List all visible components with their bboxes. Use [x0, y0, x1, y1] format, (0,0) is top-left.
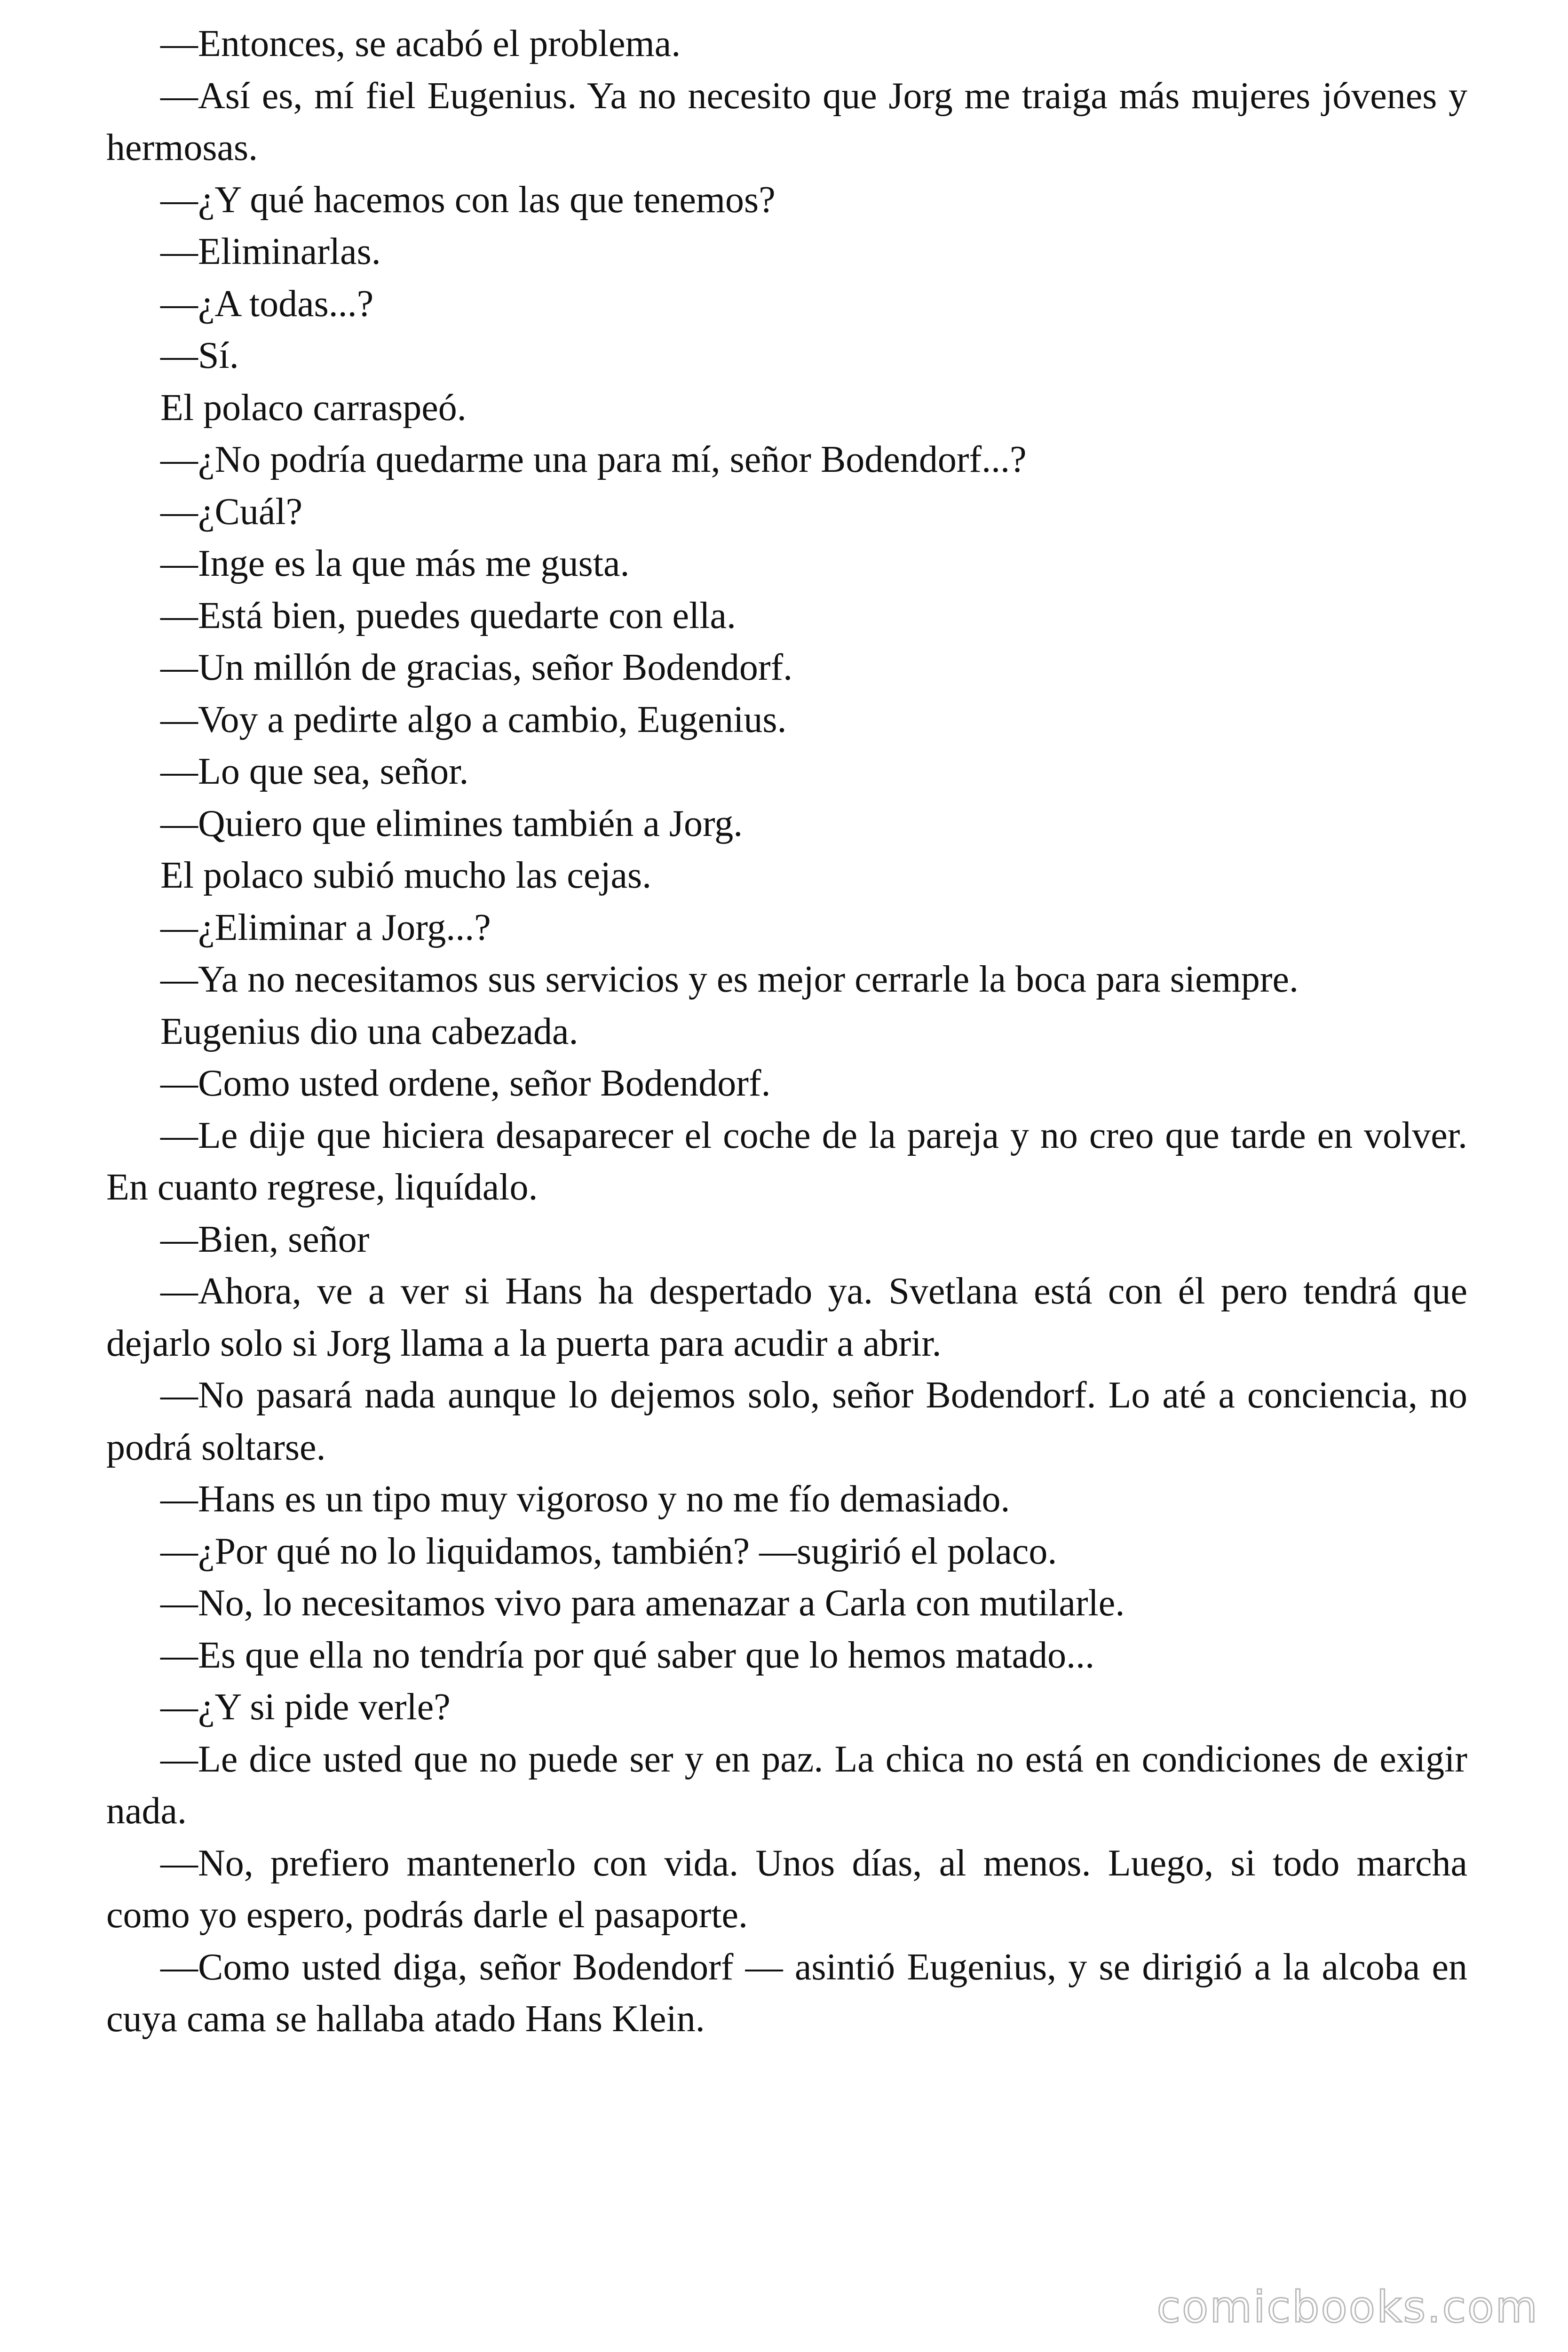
paragraph: —Como usted diga, señor Bodendorf — asintió Eugenius, y se dirigió a la alcoba en cuya cama se hallaba atado Hans Klein. — [106, 1946, 1467, 2040]
paragraph: —Voy a pedirte algo a cambio, Eugenius. — [160, 699, 787, 740]
paragraph: El polaco subió mucho las cejas. — [160, 855, 652, 896]
watermark: comicbooks.com — [1156, 2282, 1539, 2332]
paragraph: —Así es, mí fiel Eugenius. Ya no necesito que Jorg me traiga más mujeres jóvenes y hermosas. — [106, 75, 1467, 168]
paragraph: —¿Por qué no lo liquidamos, también? —sugirió el polaco. — [160, 1530, 1057, 1572]
paragraph: —Le dije que hiciera desaparecer el coche de la pareja y no creo que tarde en volver. En cuanto regrese, liquídalo. — [106, 1114, 1467, 1208]
paragraph: —No, lo necesitamos vivo para amenazar a Carla con mutilarle. — [160, 1582, 1125, 1624]
paragraph: El polaco carraspeó. — [160, 387, 467, 429]
paragraph: —Hans es un tipo muy vigoroso y no me fío demasiado. — [160, 1478, 1010, 1520]
paragraph: —Quiero que elimines también a Jorg. — [160, 803, 743, 844]
paragraph: —Ya no necesitamos sus servicios y es mejor cerrarle la boca para siempre. — [160, 959, 1299, 1000]
paragraph: —¿Cuál? — [160, 491, 303, 532]
paragraph: —Es que ella no tendría por qué saber que lo hemos matado... — [160, 1634, 1095, 1676]
paragraph: —¿Y qué hacemos con las que tenemos? — [160, 179, 776, 221]
paragraph: —Lo que sea, señor. — [160, 751, 469, 792]
paragraph: —Ahora, ve a ver si Hans ha despertado ya. Svetlana está con él pero tendrá que dejarlo solo si Jorg llama a la puerta para acudir a abrir. — [106, 1271, 1467, 1364]
paragraph: —Un millón de gracias, señor Bodendorf. — [160, 647, 793, 688]
paragraph: —No pasará nada aunque lo dejemos solo, señor Bodendorf. Lo até a conciencia, no podrá soltarse. — [106, 1375, 1467, 1468]
paragraph: Eugenius dio una cabezada. — [160, 1010, 578, 1052]
paragraph: —Entonces, se acabó el problema. — [160, 23, 681, 64]
paragraph: —¿Eliminar a Jorg...? — [160, 906, 491, 948]
paragraph: —¿Y si pide verle? — [160, 1686, 451, 1728]
paragraph: —Eliminarlas. — [160, 231, 381, 272]
text-body — [106, 18, 1467, 2045]
paragraph: —Bien, señor — [160, 1218, 370, 1260]
paragraph: —¿A todas...? — [160, 283, 374, 325]
paragraph: —¿No podría quedarme una para mí, señor Bodendorf...? — [160, 439, 1027, 480]
paragraph: —Inge es la que más me gusta. — [160, 543, 630, 584]
paragraph: —Le dice usted que no puede ser y en paz. La chica no está en condiciones de exigir nada. — [106, 1738, 1467, 1832]
paragraph: —Está bien, puedes quedarte con ella. — [160, 595, 736, 636]
paragraph: —Como usted ordene, señor Bodendorf. — [160, 1063, 771, 1104]
paragraph: —Sí. — [160, 335, 239, 376]
paragraph: —No, prefiero mantenerlo con vida. Unos días, al menos. Luego, si todo marcha como yo espero, podrás darle el pasaporte. — [106, 1842, 1467, 1936]
